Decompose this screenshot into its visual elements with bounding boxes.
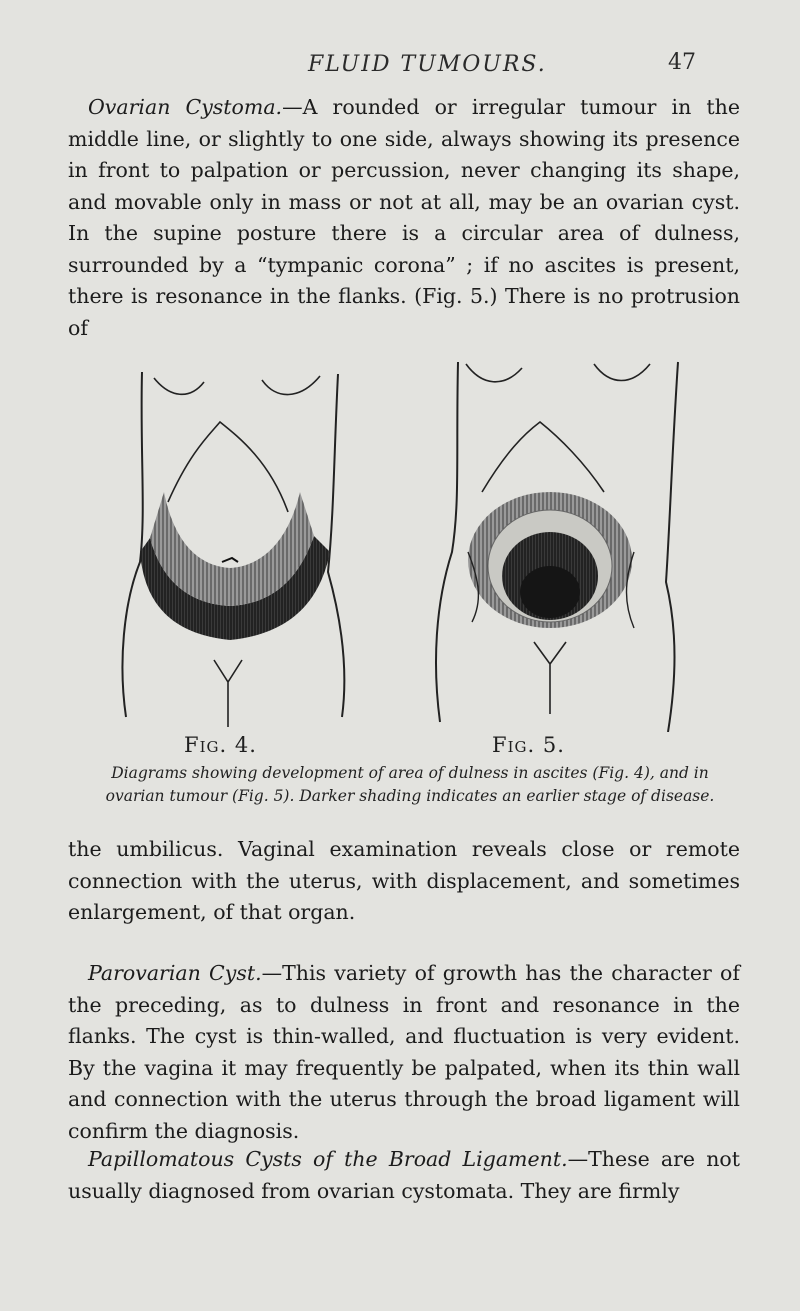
fig5-core-zone [520, 566, 580, 618]
fig4-right-outline [328, 374, 344, 717]
fig4-rib-curve-right [262, 376, 320, 395]
paragraph-ovarian-cystoma [68, 92, 740, 344]
figure-diagrams [110, 342, 690, 732]
fig5-diagram [436, 362, 678, 732]
fig5-left-outline [436, 362, 458, 722]
page-number: 47 [668, 50, 696, 75]
fig4-diagram [122, 372, 344, 727]
fig5-costal-arch [482, 422, 604, 492]
fig4-rib-curve-left [154, 378, 204, 394]
fig5-rib-curve-right [594, 364, 650, 381]
paragraph-umbilicus: the umbilicus. Vaginal examination reveals close or remote connection with the uterus, with displacement, and sometimes enlargement, of that organ. [68, 837, 740, 924]
fig5-right-outline [666, 362, 678, 732]
running-title: FLUID TUMOURS. [308, 52, 547, 77]
figure-caption: Diagrams showing development of area of dulness in ascites (Fig. 4), and in ovarian tumour (Fig. 5). Darker shading indicates an earlier stage of disease. [105, 764, 715, 805]
paragraph-body-ovarian-cystoma: —A rounded or irregular tumour in the middle line, or slightly to one side, always showing its presence in front to palpation or percussion, never changing its shape, and movable only in mass or not at all, may be an ovarian cyst. In the supine posture there is a circular area of dulness, surrounded by a “tympanic corona” ; if no ascites is present, there is resonance in the flanks. (Fig. 5.) There is no protrusion of [68, 95, 741, 340]
paragraph-lead-papillomatous-cysts: Papillomatous Cysts of the Broad Ligament. [88, 1147, 568, 1171]
fig5-label: Fig. 5. [492, 733, 565, 757]
fig4-label: Fig. 4. [184, 733, 257, 757]
paragraph-lead-parovarian-cyst: Parovarian Cyst. [88, 961, 262, 985]
fig5-rib-curve-left [466, 364, 522, 382]
fig4-left-outline [122, 372, 142, 717]
fig5-pubic-mark [534, 642, 566, 714]
paragraph-body-parovarian-cyst: —This variety of growth has the character of the preceding, as to dulness in front and resonance in the flanks. The cyst is thin-walled, and fluctuation is very evident. By the vagina it may frequently be palpated, when its thin wall and connection with the uterus through the broad ligament will confirm the diagnosis. [68, 961, 740, 1143]
fig4-costal-arch [168, 422, 288, 512]
paragraph-parovarian-cyst [68, 958, 740, 1147]
fig4-pubic-mark [214, 660, 242, 727]
paragraph-papillomatous-cysts [68, 1144, 740, 1207]
paragraph-lead-ovarian-cystoma: Ovarian Cystoma. [88, 95, 283, 119]
paragraph-body-papillomatous-cysts: —These are not usually diagnosed from ovarian cystomata. They are firmly [68, 1147, 740, 1203]
page-header [0, 50, 800, 84]
fig4-umbilicus [222, 558, 238, 562]
